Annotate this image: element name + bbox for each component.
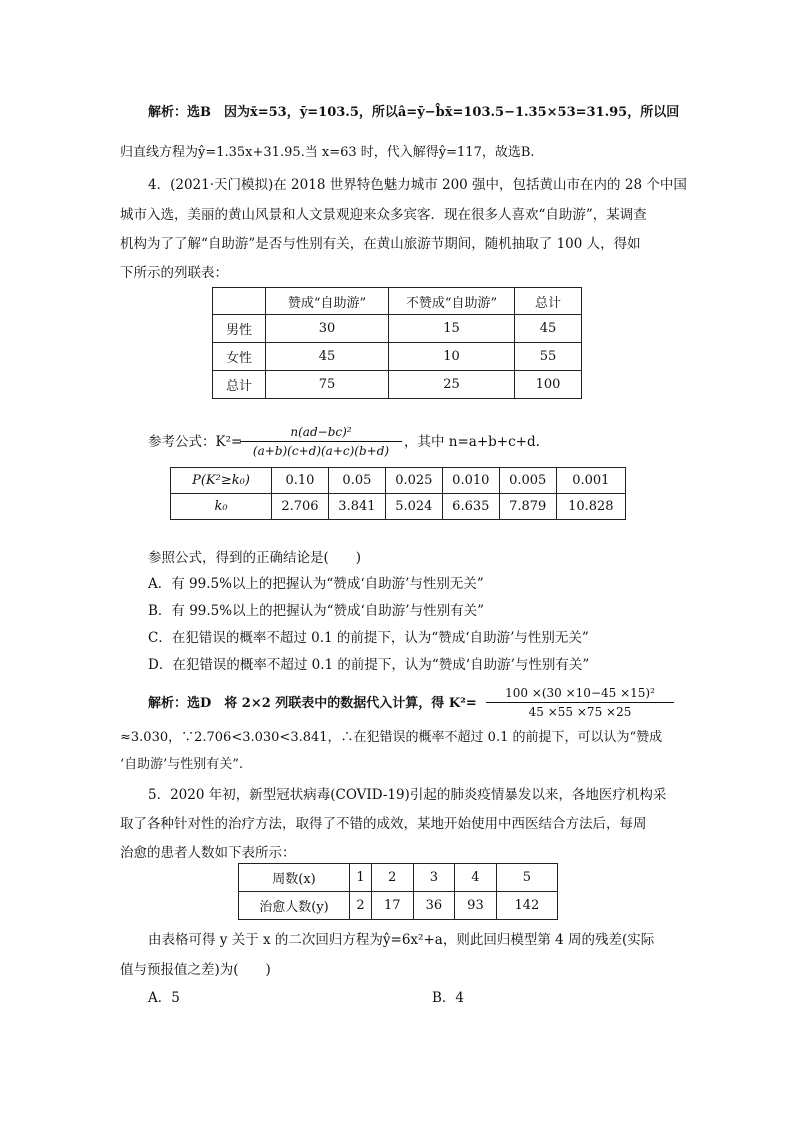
table-row-label: P(K²≥k₀) [171, 468, 272, 494]
option-c: C．在犯错误的概率不超过 0.1 的前提下，认为“赞成‘自助游’与性别无关” [148, 630, 589, 646]
table-cell: 25 [389, 371, 515, 399]
table-cell: 4 [455, 864, 497, 892]
table-cell: 男性 [213, 315, 266, 343]
table-cell: 36 [413, 892, 455, 920]
table-cell: 55 [515, 343, 582, 371]
table-row-label: k₀ [171, 494, 272, 520]
table-row-label: 周数(x) [239, 864, 350, 892]
table-cell: 30 [266, 315, 389, 343]
table-cell: 0.025 [385, 468, 442, 494]
table-cell: 10 [389, 343, 515, 371]
formula-fraction [240, 423, 402, 460]
q4-prompt: 参照公式，得到的正确结论是( ) [148, 550, 362, 566]
solution-4-line-3: ‘自助游’与性别有关”. [120, 757, 244, 772]
table-header-cell: 总计 [515, 288, 582, 315]
table-cell: 10.828 [556, 494, 625, 520]
q5-line-3: 治愈的患者人数如下表所示： [120, 845, 296, 861]
formula-prefix: 参考公式：K²= [148, 434, 243, 450]
solution-numerator: 100 ×(30 ×10−45 ×15)² [505, 686, 655, 700]
formula-denominator: (a+b)(c+d)(a+c)(b+d) [252, 444, 390, 458]
table-cell: 0.005 [499, 468, 556, 494]
solution-3-line-1: 解析：选B 因为x̄=53，ȳ=103.5，所以â=ȳ−b̂x̄=103.5−1.35×53=31.95，所以回 [148, 105, 680, 120]
solution-4-line-2: ≈3.030，∵2.706<3.030<3.841，∴在犯错误的概率不超过 0.1 的前提下，可以认为“赞成 [120, 730, 663, 745]
table-cell: 93 [455, 892, 497, 920]
weekly-cases-table [238, 863, 558, 920]
table-cell: 1 [350, 864, 372, 892]
table-cell: 2 [350, 892, 372, 920]
table-cell: 5 [496, 864, 557, 892]
q4-line-4: 下所示的列联表： [120, 265, 228, 281]
solution-fraction [486, 684, 674, 721]
table-cell: 2 [372, 864, 414, 892]
table-cell: 总计 [213, 371, 266, 399]
solution-3-line-2: 归直线方程为ŷ=1.35x+31.95.当 x=63 时，代入解得ŷ=117，故选B. [120, 145, 535, 160]
table-cell: 0.001 [556, 468, 625, 494]
table-cell: 5.024 [385, 494, 442, 520]
q5-line-2: 取了各种针对性的治疗方法，取得了不错的成效，某地开始使用中西医结合方法后，每周 [120, 816, 647, 832]
option-d: D．在犯错误的概率不超过 0.1 的前提下，认为“赞成‘自助游’与性别有关” [148, 657, 590, 673]
table-cell: 3.841 [328, 494, 385, 520]
table-cell: 45 [515, 315, 582, 343]
option-b: B．有 99.5%以上的把握认为“赞成‘自助游’与性别有关” [148, 603, 484, 619]
table-cell: 45 [266, 343, 389, 371]
formula-numerator: n(ad−bc)² [290, 425, 352, 439]
table-cell: 6.635 [442, 494, 499, 520]
option-a: A．有 99.5%以上的把握认为“赞成‘自助游’与性别无关” [148, 576, 484, 592]
critical-value-table [170, 467, 626, 520]
q4-line-2: 城市入选，美丽的黄山风景和人文景观迎来众多宾客．现在很多人喜欢“自助游”，某调查 [120, 207, 647, 223]
table-cell: 0.010 [442, 468, 499, 494]
table-header-cell [213, 288, 266, 315]
table-cell: 100 [515, 371, 582, 399]
table-row-label: 治愈人数(y) [239, 892, 350, 920]
q5-line-1: 5．2020 年初，新型冠状病毒(COVID-19)引起的肺炎疫情暴发以来，各地医疗机构采 [148, 787, 667, 803]
q5-line-5: 值与预报值之差)为( ) [120, 962, 271, 978]
q4-line-1: 4．(2021·天门模拟)在 2018 世界特色魅力城市 200 强中，包括黄山市在内的 28 个中国 [148, 177, 687, 193]
solution-4-prefix: 解析：选D 将 2×2 列联表中的数据代入计算，得 K²= [148, 696, 477, 711]
table-cell: 2.706 [272, 494, 329, 520]
table-cell: 7.879 [499, 494, 556, 520]
table-cell: 15 [389, 315, 515, 343]
solution-denominator: 45 ×55 ×75 ×25 [528, 705, 632, 719]
formula-suffix: ，其中 n=a+b+c+d. [404, 434, 540, 450]
option-b: B．4 [432, 990, 465, 1006]
table-cell: 0.05 [328, 468, 385, 494]
table-cell: 3 [413, 864, 455, 892]
contingency-table [212, 287, 582, 399]
table-cell: 0.10 [272, 468, 329, 494]
option-a: A．5 [148, 990, 180, 1006]
table-header-cell: 不赞成“自助游” [389, 288, 515, 315]
table-cell: 女性 [213, 343, 266, 371]
q4-line-3: 机构为了了解“自助游”是否与性别有关，在黄山旅游节期间，随机抽取了 100 人，得如 [120, 236, 641, 252]
q5-line-4: 由表格可得 y 关于 x 的二次回归方程为ŷ=6x²+a，则此回归模型第 4 周的残差(实际 [148, 932, 655, 948]
table-cell: 75 [266, 371, 389, 399]
table-cell: 17 [372, 892, 414, 920]
table-cell: 142 [496, 892, 557, 920]
table-header-cell: 赞成“自助游” [266, 288, 389, 315]
